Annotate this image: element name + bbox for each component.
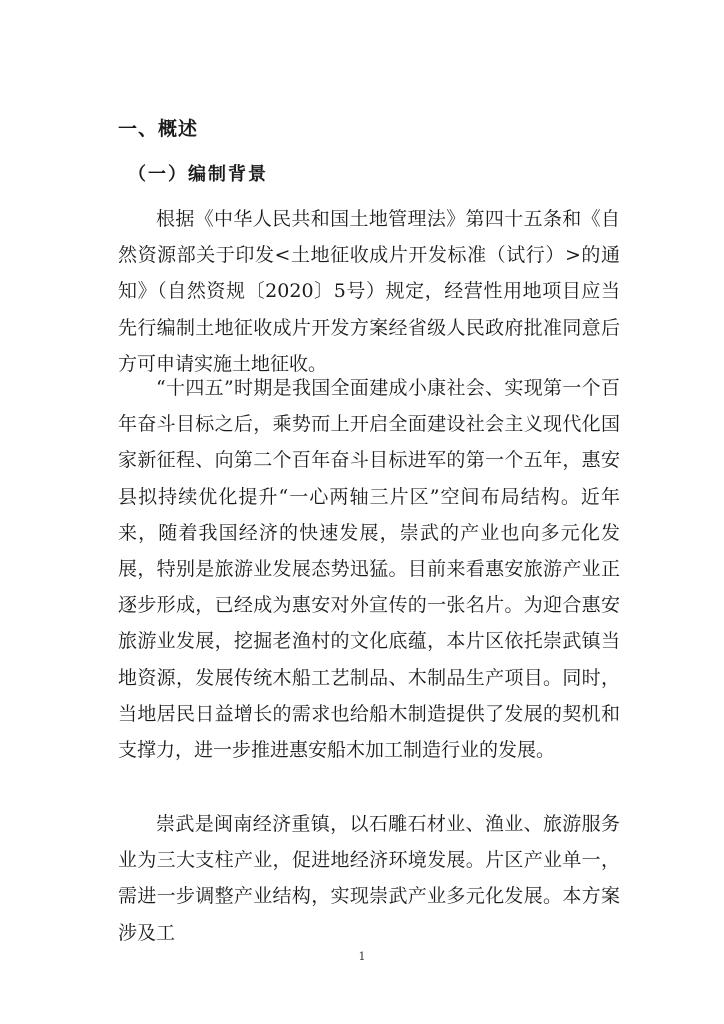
page-number: 1 — [358, 950, 366, 963]
paragraph-development-context: “十四五”时期是我国全面建成小康社会、实现第一个百年奋斗目标之后，乘势而上开启全面建设社会主义现代化国家新征程、向第二个百年奋斗目标进军的第一个五年，惠安县拟持续优化提升“一心两轴三片区”空间布局结构。近年来，随着我国经济的快速发展，崇武的产业也向多元化发展，特别是旅游业发展态势迅猛。目前来看惠安旅游产业正逐步形成，已经成为惠安对外宣传的一张名片。为迎合惠安旅游业发展，挖掘老渔村的文化底蕴，本片区依托崇武镇当地资源，发展传统木船工艺制品、木制品生产项目。同时，当地居民日益增长的需求也给船木制造提供了发展的契机和支撑力，进一步推进惠安船木加工制造行业的发展。 — [118, 377, 620, 762]
subsection-heading: （一）编制背景 — [128, 164, 268, 185]
paragraph-legal-basis: 根据《中华人民共和国土地管理法》第四十五条和《自然资源部关于印发<土地征收成片开发标准（试行）>的通知》（自然资规〔2020〕5号）规定，经营性用地项目应当先行编制土地征收成片开发方案经省级人民政府批准同意后方可申请实施土地征收。 — [118, 208, 620, 375]
section-heading: 一、概述 — [118, 118, 199, 140]
paragraph-chongwu-economy: 崇武是闽南经济重镇，以石雕石材业、渔业、旅游服务业为三大支柱产业，促进地经济环境发展。片区产业单一，需进一步调整产业结构，实现崇武产业多元化发展。本方案涉及工 — [118, 813, 620, 944]
